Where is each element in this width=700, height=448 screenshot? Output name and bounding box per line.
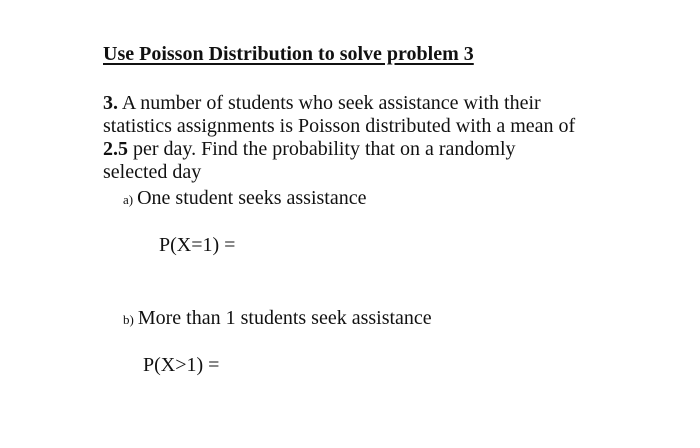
problem-line-1 bbox=[103, 92, 623, 115]
mean-value: 2.5 bbox=[103, 138, 128, 160]
part-a-answer: P(X=1) = bbox=[159, 234, 236, 256]
part-b-text: More than 1 students seek assistance bbox=[137, 307, 432, 329]
part-a-marker: a) bbox=[123, 192, 134, 207]
problem-line-3-text: per day. Find the probability that on a randomly bbox=[128, 138, 516, 160]
problem-line-2: statistics assignments is Poisson distributed with a mean of bbox=[103, 115, 576, 137]
problem-line-1-text: A number of students who seek assistance with their bbox=[118, 92, 541, 114]
part-a-text: One student seeks assistance bbox=[137, 187, 367, 209]
problem-statement bbox=[103, 92, 623, 184]
part-a bbox=[123, 187, 367, 210]
problem-line-4: selected day bbox=[103, 161, 202, 183]
problem-number: 3. bbox=[103, 92, 118, 114]
problem-line-3 bbox=[103, 138, 623, 161]
part-b-marker: b) bbox=[123, 312, 134, 327]
part-b bbox=[123, 307, 432, 330]
page-title: Use Poisson Distribution to solve problem 3 bbox=[103, 43, 474, 65]
part-b-answer: P(X>1) = bbox=[143, 354, 220, 376]
